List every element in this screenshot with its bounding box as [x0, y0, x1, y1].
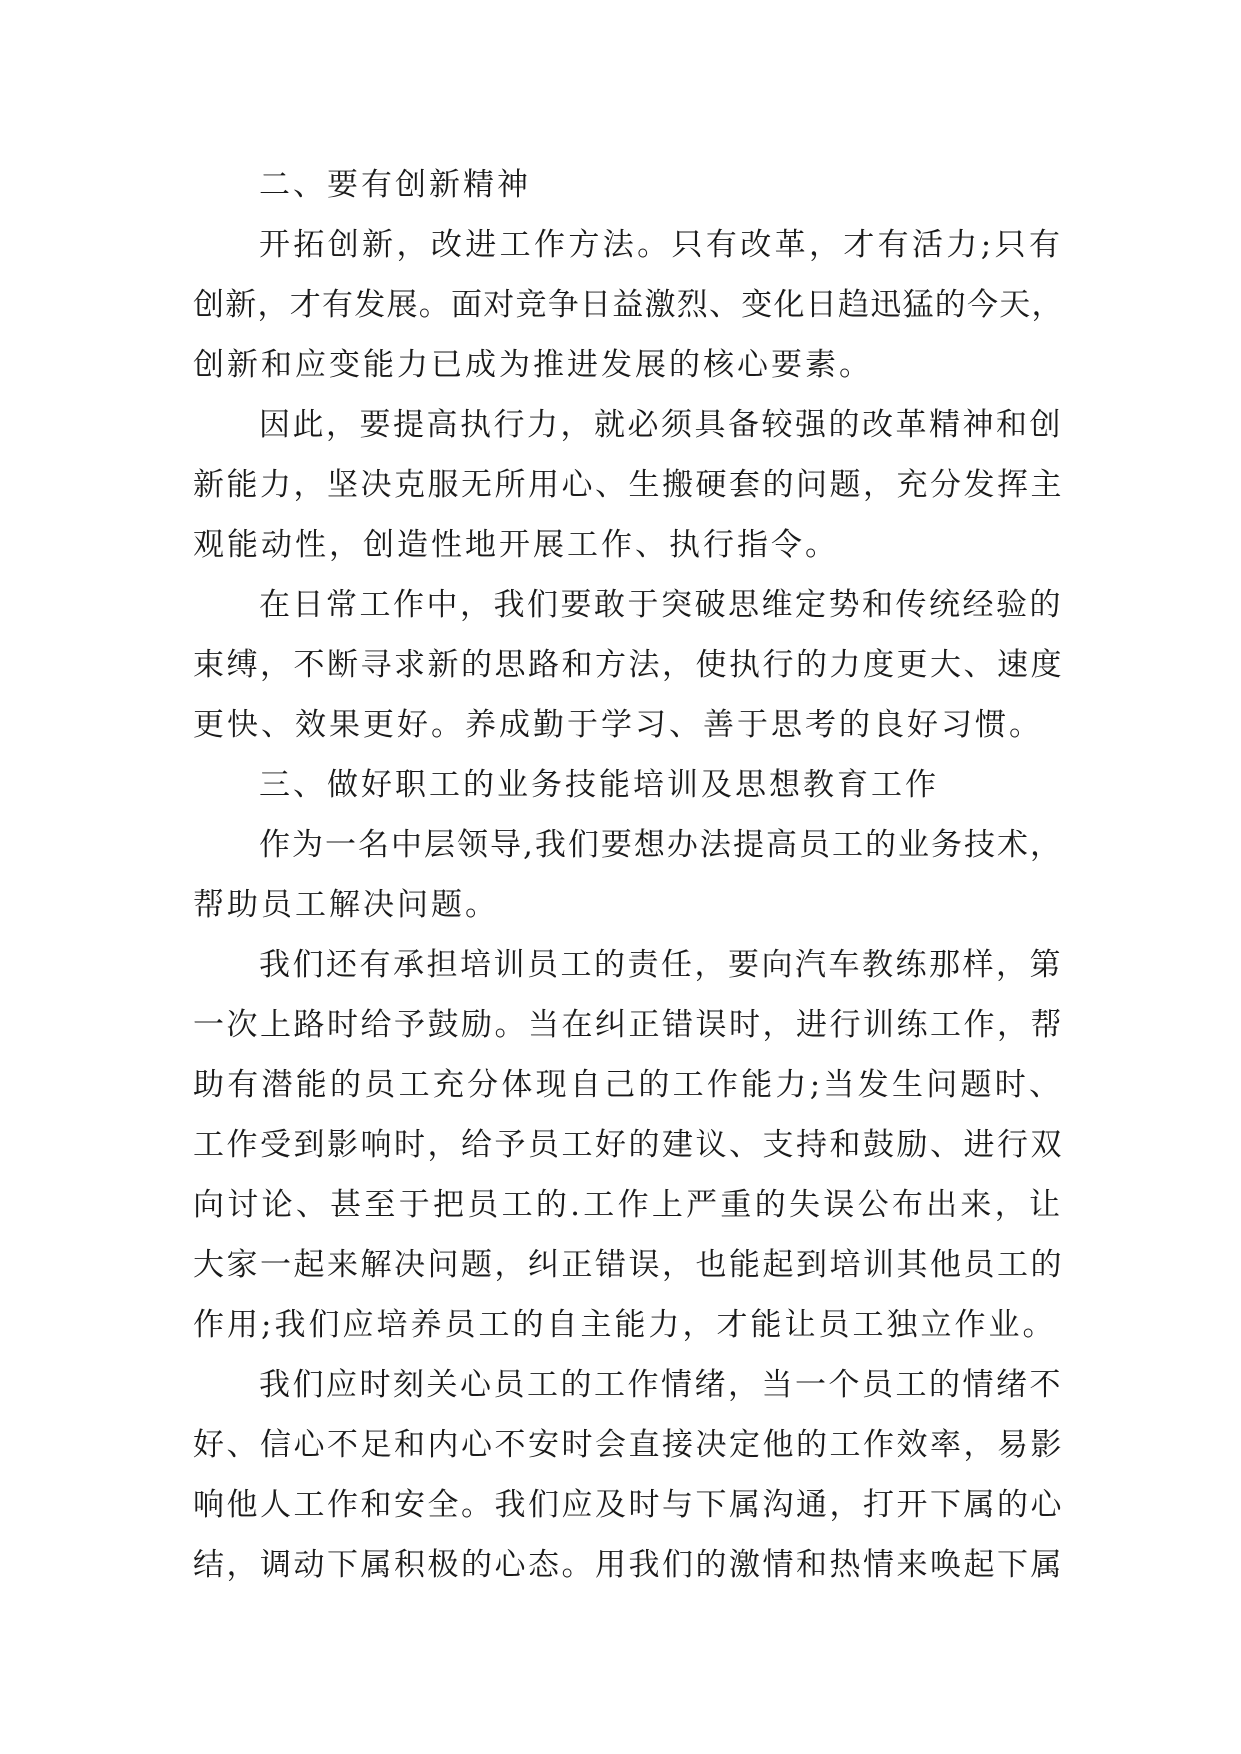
section-heading: 三、做好职工的业务技能培训及思想教育工作 — [259, 767, 939, 803]
paragraph-line: 大家一起来解决问题，纠正错误，也能起到培训其他员工的 — [193, 1247, 1064, 1283]
paragraph-line: 结，调动下属积极的心态。用我们的激情和热情来唤起下属 — [193, 1547, 1064, 1583]
paragraph-line: 创新，才有发展。面对竞争日益激烈、变化日趋迅猛的今天， — [193, 287, 1064, 323]
paragraph-line: 束缚，不断寻求新的思路和方法，使执行的力度更大、速度 — [193, 647, 1064, 683]
paragraph-line: 助有潜能的员工充分体现自己的工作能力;当发生问题时、 — [193, 1067, 1063, 1103]
paragraph-line: 更快、效果更好。养成勤于学习、善于思考的良好习惯。 — [193, 707, 1043, 743]
document-body — [193, 155, 1063, 1595]
paragraph-line: 帮助员工解决问题。 — [193, 887, 499, 923]
paragraph-line: 响他人工作和安全。我们应及时与下属沟通，打开下属的心 — [193, 1487, 1064, 1523]
paragraph-line: 一次上路时给予鼓励。当在纠正错误时，进行训练工作，帮 — [193, 1007, 1064, 1043]
paragraph-line: 新能力，坚决克服无所用心、生搬硬套的问题，充分发挥主 — [193, 467, 1064, 503]
paragraph-line: 好、信心不足和内心不安时会直接决定他的工作效率，易影 — [193, 1427, 1064, 1463]
paragraph-line: 作用;我们应培养员工的自主能力，才能让员工独立作业。 — [193, 1307, 1057, 1343]
paragraph-line: 我们应时刻关心员工的工作情绪，当一个员工的情绪不 — [259, 1367, 1063, 1403]
paragraph-line: 工作受到影响时，给予员工好的建议、支持和鼓励、进行双 — [193, 1127, 1064, 1163]
paragraph-line: 作为一名中层领导,我们要想办法提高员工的业务技术， — [259, 827, 1063, 863]
section-heading: 二、要有创新精神 — [259, 167, 531, 203]
paragraph-line: 创新和应变能力已成为推进发展的核心要素。 — [193, 347, 873, 383]
paragraph-line: 开拓创新，改进工作方法。只有改革，才有活力;只有 — [259, 227, 1063, 263]
paragraph-line: 我们还有承担培训员工的责任，要向汽车教练那样，第 — [259, 947, 1063, 983]
paragraph-line: 向讨论、甚至于把员工的.工作上严重的失误公布出来，让 — [193, 1187, 1063, 1223]
paragraph-line: 在日常工作中，我们要敢于突破思维定势和传统经验的 — [259, 587, 1063, 623]
paragraph-line: 观能动性，创造性地开展工作、执行指令。 — [193, 527, 839, 563]
paragraph-line: 因此，要提高执行力，就必须具备较强的改革精神和创 — [259, 407, 1063, 443]
